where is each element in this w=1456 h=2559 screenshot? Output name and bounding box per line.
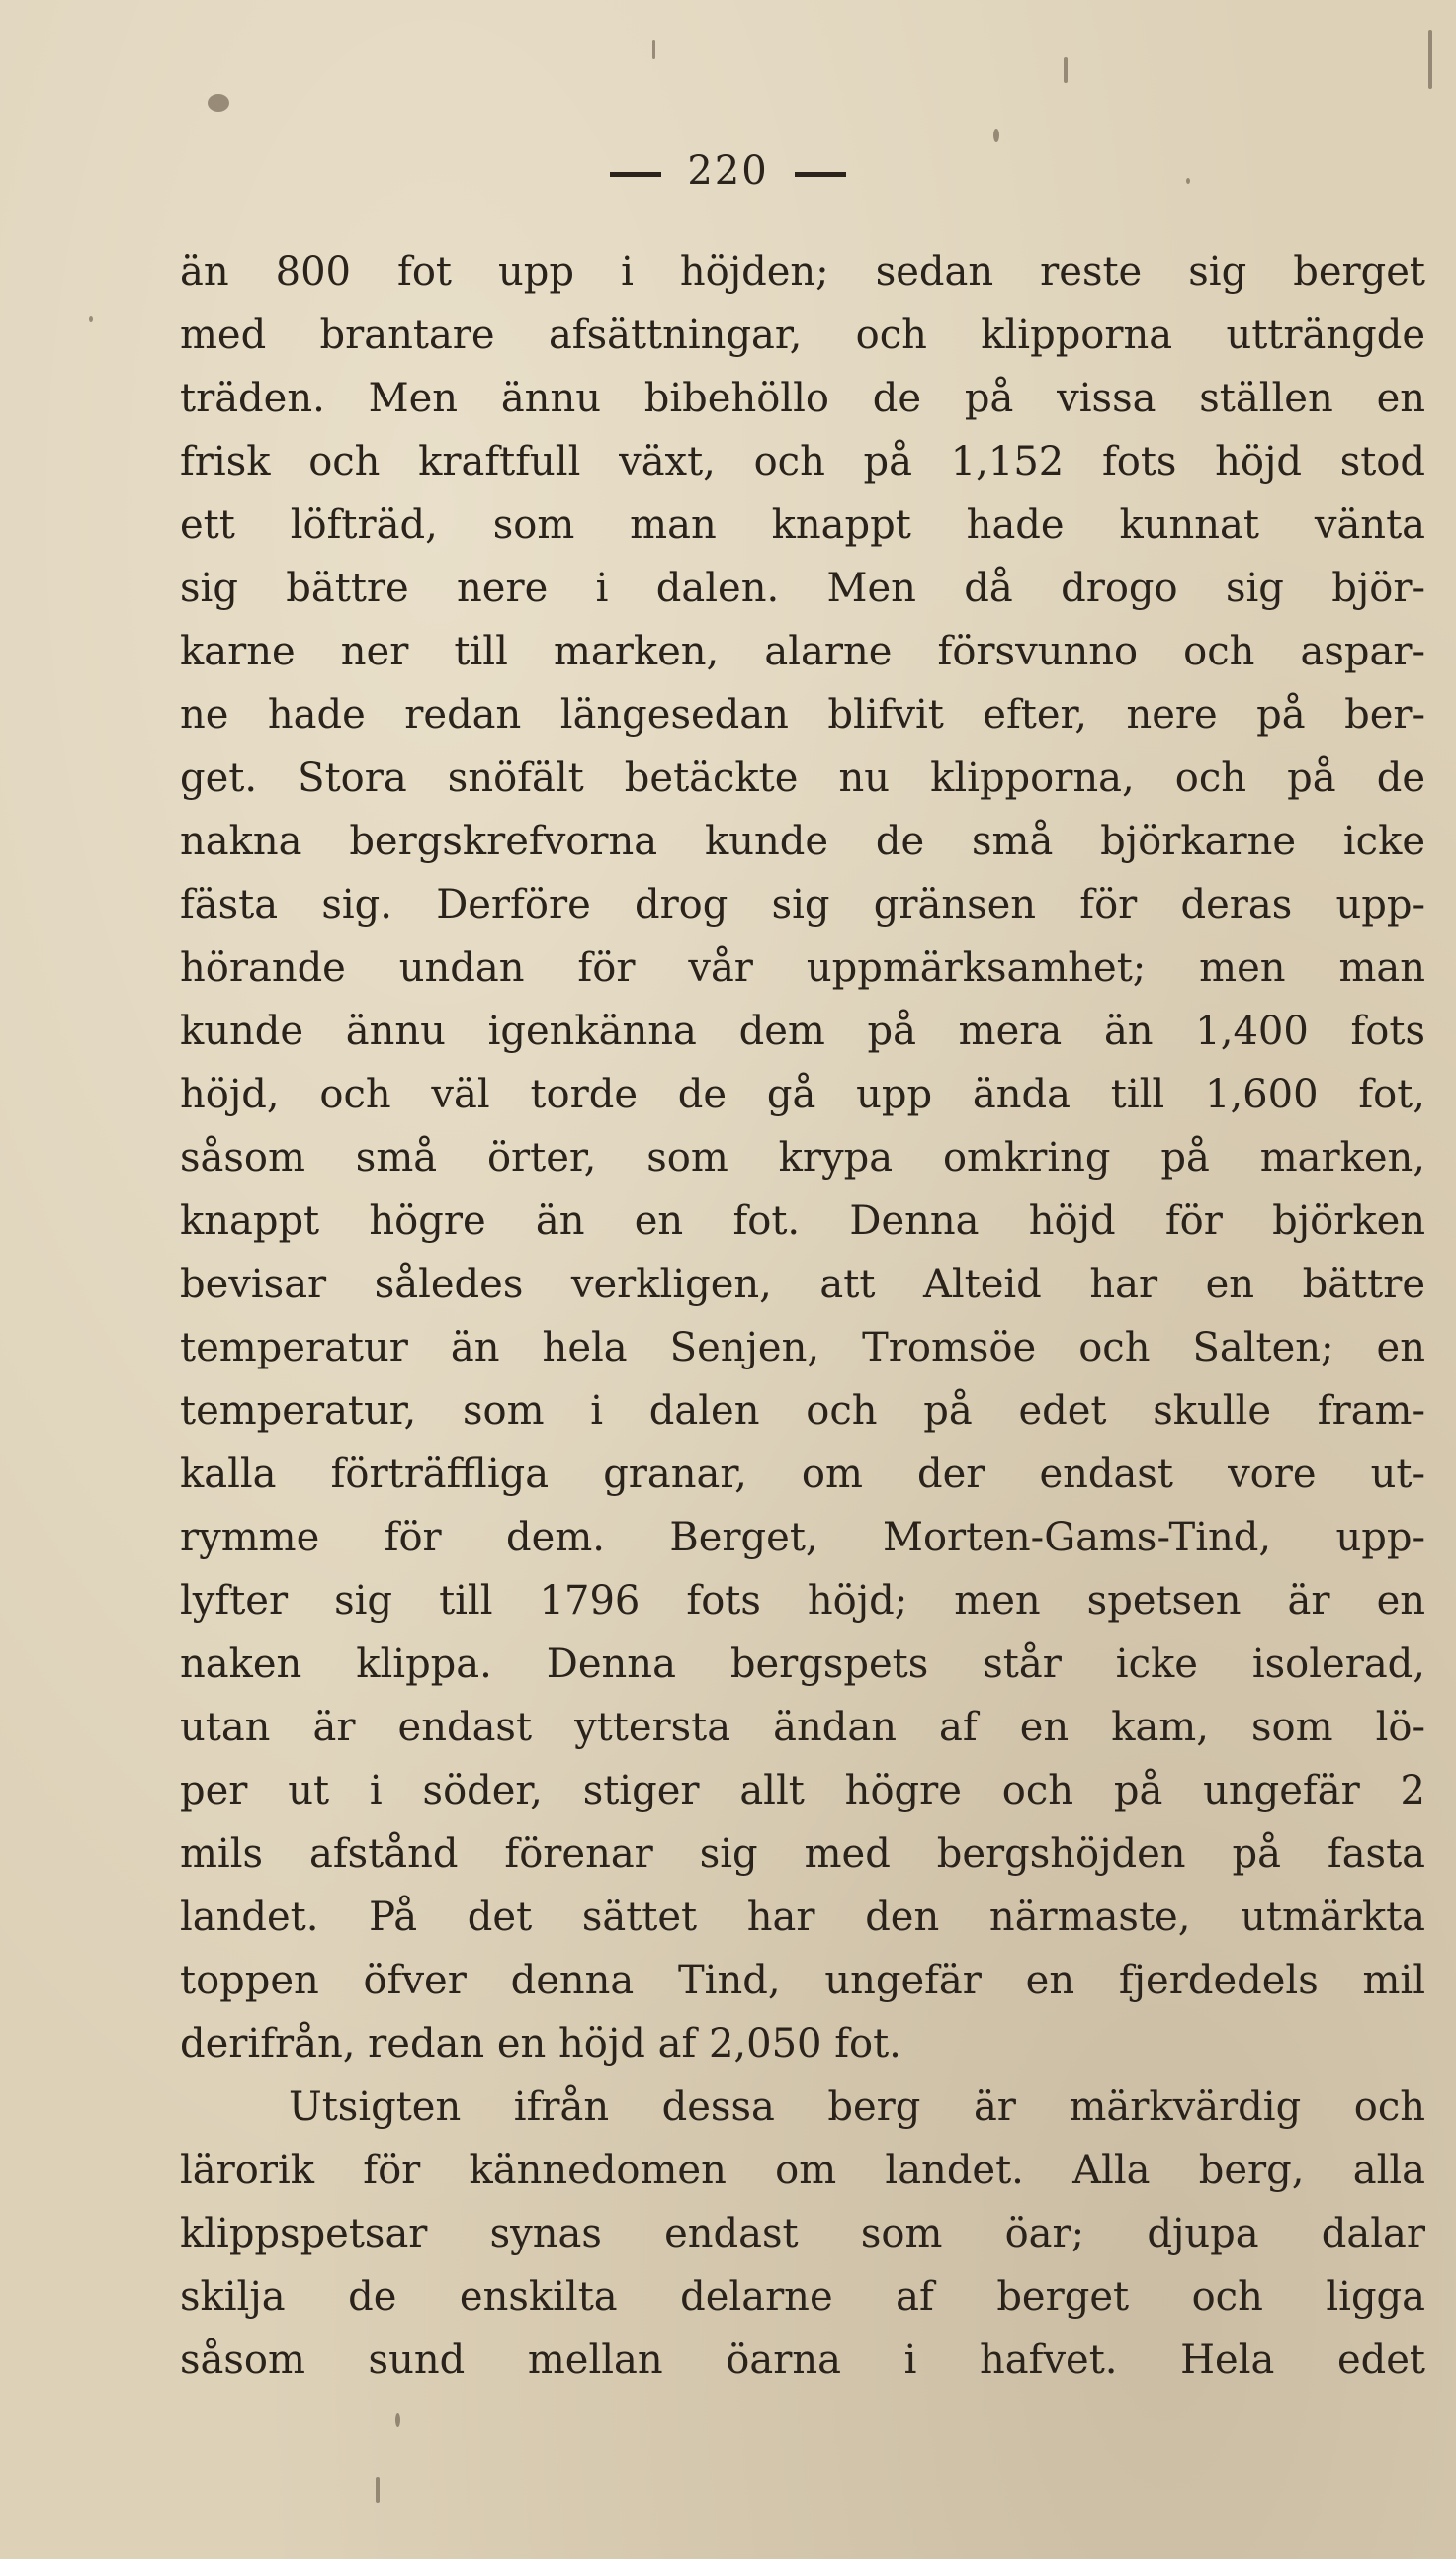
text-line: fästa sig. Derföre drog sig gränsen för deras upp-	[180, 882, 1425, 927]
text-line: hörande undan för vår uppmärksamhet; men man	[180, 945, 1425, 991]
text-line: toppen öfver denna Tind, ungefär en fjerdedels mil	[180, 1958, 1425, 2003]
text-line: rymme för dem. Berget, Morten-Gams-Tind, upp-	[180, 1515, 1425, 1560]
text-line: bevisar således verkligen, att Alteid har en bättre	[180, 1262, 1425, 1307]
text-line: sig bättre nere i dalen. Men då drogo sig björ-	[180, 566, 1425, 611]
text-line: ne hade redan längesedan blifvit efter, nere på ber-	[180, 692, 1425, 738]
page-number: 220	[687, 148, 769, 194]
text-line: mils afstånd förenar sig med bergshöjden på fasta	[180, 1831, 1425, 1877]
text-line: Utsigten ifrån dessa berg är märkvärdig och	[289, 2084, 1425, 2130]
text-line: såsom sund mellan öarna i hafvet. Hela edet	[180, 2338, 1425, 2383]
text-line: landet. På det sättet har den närmaste, utmärkta	[180, 1895, 1425, 1940]
text-line: derifrån, redan en höjd af 2,050 fot.	[180, 2021, 901, 2067]
text-line: klippspetsar synas endast som öar; djupa dalar	[180, 2211, 1425, 2256]
text-line: lyfter sig till 1796 fots höjd; men spetsen är en	[180, 1578, 1425, 1624]
text-line: med brantare afsättningar, och klipporna utträngde	[180, 312, 1425, 358]
text-line: get. Stora snöfält betäckte nu klipporna, och på de	[180, 755, 1425, 801]
text-line: lärorik för kännedomen om landet. Alla berg, alla	[180, 2148, 1425, 2193]
paper-speck	[395, 2413, 400, 2427]
text-line: temperatur än hela Senjen, Tromsöe och Salten; en	[180, 1325, 1425, 1370]
page-header	[0, 148, 1456, 194]
paper-speck	[89, 316, 93, 322]
text-line: utan är endast yttersta ändan af en kam, som lö-	[180, 1705, 1425, 1750]
text-line: naken klippa. Denna bergspets står icke isolerad,	[180, 1641, 1425, 1687]
header-dash-left	[610, 172, 661, 177]
text-line: kalla förträffliga granar, om der endast vore ut-	[180, 1452, 1425, 1497]
text-line: skilja de enskilta delarne af berget och ligga	[180, 2274, 1425, 2320]
text-line: knappt högre än en fot. Denna höjd för björken	[180, 1198, 1425, 1244]
paper-speck	[1428, 30, 1432, 89]
header-dash-right	[795, 172, 846, 177]
paper-speck	[652, 40, 655, 59]
text-line: nakna bergskrefvorna kunde de små björkarne icke	[180, 819, 1425, 864]
paper-speck	[993, 129, 999, 142]
text-line: höjd, och väl torde de gå upp ända till 1,600 fot,	[180, 1072, 1425, 1117]
text-line: träden. Men ännu bibehöllo de på vissa ställen en	[180, 376, 1425, 421]
text-line: frisk och kraftfull växt, och på 1,152 fots höjd stod	[180, 439, 1425, 485]
text-line: ett löfträd, som man knappt hade kunnat vänta	[180, 502, 1425, 548]
paper-speck	[208, 94, 229, 112]
text-line: såsom små örter, som krypa omkring på marken,	[180, 1135, 1425, 1181]
text-line: än 800 fot upp i höjden; sedan reste sig berget	[180, 249, 1425, 295]
text-line: per ut i söder, stiger allt högre och på ungefär 2	[180, 1768, 1425, 1813]
text-line: kunde ännu igenkänna dem på mera än 1,400 fots	[180, 1009, 1425, 1054]
paper-speck	[376, 2477, 380, 2503]
body-text	[180, 240, 1425, 2392]
paper-speck	[1064, 57, 1068, 83]
text-line: karne ner till marken, alarne försvunno och aspar-	[180, 629, 1425, 674]
text-line: temperatur, som i dalen och på edet skulle fram-	[180, 1388, 1425, 1434]
